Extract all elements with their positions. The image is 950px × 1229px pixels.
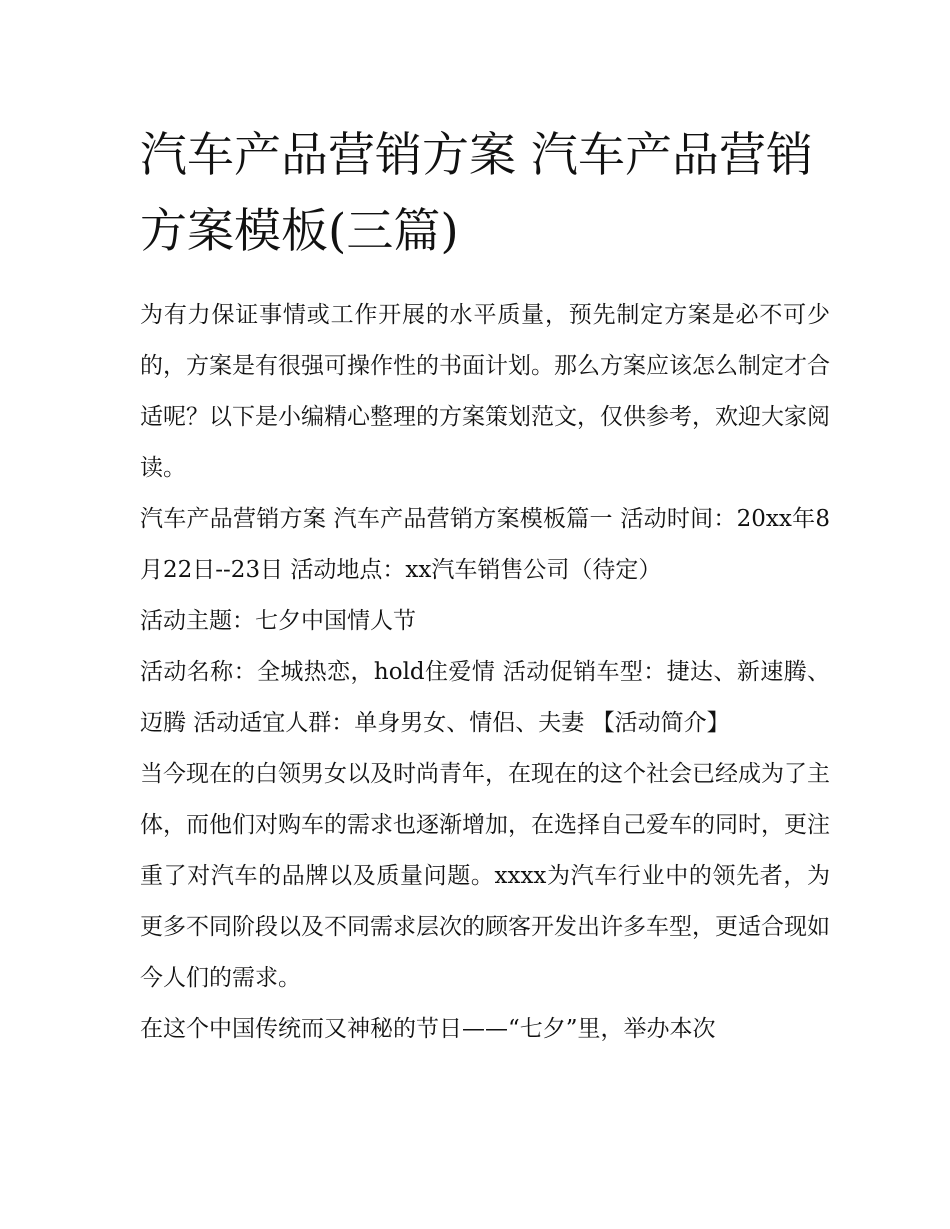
paragraph-activity-time-location: 汽车产品营销方案 汽车产品营销方案模板篇一 活动时间：20xx年8月22日--23日 活动地点：xx汽车销售公司（待定） [140, 506, 830, 583]
document-title: 汽车产品营销方案 汽车产品营销方案模板(三篇) [140, 128, 813, 259]
paragraph-activity-theme: 活动主题：七夕中国情人节 [140, 608, 416, 634]
document-body [140, 118, 830, 1055]
paragraph-intro: 为有力保证事情或工作开展的水平质量，预先制定方案是必不可少的，方案是有很强可操作性的书面计划。那么方案应该怎么制定才合适呢？以下是小编精心整理的方案策划范文，仅供参考，欢迎大家阅读。 [140, 302, 830, 481]
paragraph-qixi: 在这个中国传统而又神秘的节日——“七夕”里，举办本次 [140, 1016, 716, 1042]
paragraph-activity-intro: 当今现在的白领男女以及时尚青年，在现在的这个社会已经成为了主体，而他们对购车的需求也逐渐增加，在选择自己爱车的同时，更注重了对汽车的品牌以及质量问题。xxxx为汽车行业中的领先者，为更多不同阶段以及不同需求层次的顾客开发出许多车型，更适合现如今人们的需求。 [140, 761, 830, 991]
paragraph-activity-name: 活动名称：全城热恋，hold住爱情 活动促销车型：捷达、新速腾、迈腾 活动适宜人群：单身男女、情侣、夫妻 【活动简介】 [140, 659, 830, 736]
